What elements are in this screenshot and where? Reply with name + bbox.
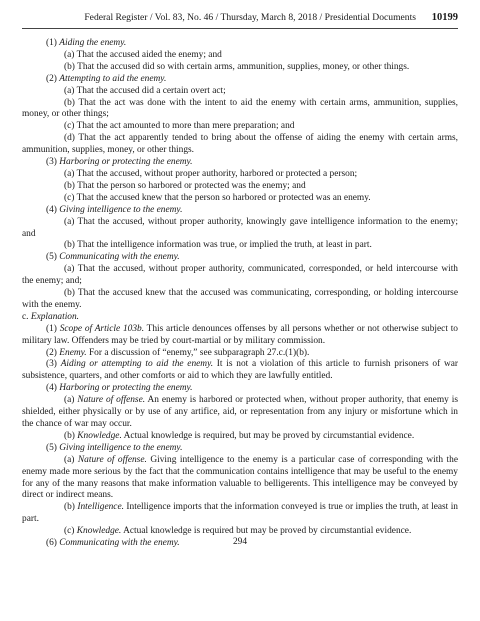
heading-attempting-aid: (2) Attempting to aid the enemy. — [46, 73, 167, 84]
register-page-number: 10199 — [431, 12, 458, 23]
explanation-paragraph: (b) Intelligence. Intelligence imports that the information conveyed is true or implies the truth, at least in part. — [22, 502, 458, 525]
explanation-paragraph: (2) Enemy. For a discussion of “enemy,” see subparagraph 27.c.(1)(b). — [46, 347, 310, 358]
element-paragraph: (d) That the act apparently tended to bring about the offense of aiding the enemy with certain arms, ammunition, supplies, money, or other things. — [22, 133, 458, 156]
running-header: Federal Register / Vol. 83, No. 46 / Thursday, March 8, 2018 / Presidential Documents — [84, 12, 416, 23]
explanation-paragraph: (c) Knowledge. Actual knowledge is required but may be proved by circumstantial evidence. — [64, 526, 412, 537]
explanation-paragraph: (b) Knowledge. Actual knowledge is required, but may be proved by circumstantial evidence. — [64, 430, 415, 441]
explanation-heading: (5) Giving intelligence to the enemy. — [46, 442, 183, 453]
heading-explanation: c. Explanation. — [22, 311, 80, 322]
document-body — [22, 38, 458, 550]
explanation-paragraph: (3) Aiding or attempting to aid the enemy. It is not a violation of this article to furnish prisoners of war subsistence, quarters, and other comforts or aid to which they are lawfully entitled. — [22, 359, 458, 382]
page-footer-number: 294 — [232, 537, 248, 547]
explanation-paragraph: (a) Nature of offense. An enemy is harbored or protected when, without proper authority, that enemy is shielded, either physically or by use of any artifice, aid, or representation from any injury or misfortune which in the chance of war may occur. — [22, 395, 458, 429]
explanation-heading: (6) Communicating with the enemy. — [46, 538, 180, 549]
header-divider — [22, 28, 458, 29]
element-paragraph: (a) That the accused, without proper authority, harbored or protected a person; — [64, 168, 358, 179]
element-paragraph: (b) That the person so harbored or protected was the enemy; and — [64, 180, 306, 191]
element-paragraph: (b) That the act was done with the intent to aid the enemy with certain arms, ammunition, supplies, money, or other things; — [22, 97, 458, 120]
heading-aiding-enemy: (1) Aiding the enemy. — [46, 38, 127, 48]
element-paragraph: (a) That the accused did a certain overt act; — [64, 85, 226, 96]
explanation-heading: (4) Harboring or protecting the enemy. — [46, 383, 193, 394]
element-paragraph: (a) That the accused, without proper authority, knowingly gave intelligence information to the enemy; and — [22, 216, 458, 239]
element-paragraph: (b) That the accused did so with certain arms, ammunition, supplies, money, or other things. — [64, 61, 410, 72]
heading-communicating: (5) Communicating with the enemy. — [46, 252, 180, 263]
element-paragraph: (a) That the accused aided the enemy; and — [64, 49, 222, 60]
element-paragraph: (b) That the accused knew that the accused was communicating, corresponding, or holding intercourse with the enemy. — [22, 288, 458, 310]
heading-giving-intelligence: (4) Giving intelligence to the enemy. — [46, 204, 183, 215]
explanation-paragraph: (a) Nature of offense. Giving intelligence to the enemy is a particular case of corresponding with the enemy made more serious by the fact that the communication contains intelligence that may be useful to the enemy for any of the many reasons that make information valuable to belligerents. This intelligence may be conveyed by direct or indirect means. — [22, 454, 458, 501]
element-paragraph: (b) That the intelligence information was true, or implied the truth, at least in part. — [64, 240, 372, 251]
heading-harboring: (3) Harboring or protecting the enemy. — [46, 157, 193, 168]
element-paragraph: (c) That the act amounted to more than mere preparation; and — [64, 121, 295, 132]
element-paragraph: (a) That the accused, without proper authority, communicated, corresponded, or held intercourse with the enemy; and; — [22, 264, 458, 287]
element-paragraph: (c) That the accused knew that the person so harbored or protected was an enemy. — [64, 192, 371, 203]
explanation-paragraph: (1) Scope of Article 103b. This article denounces offenses by all persons whether or not otherwise subject to military law. Offenders may be tried by court-martial or by military commission. — [22, 323, 458, 346]
